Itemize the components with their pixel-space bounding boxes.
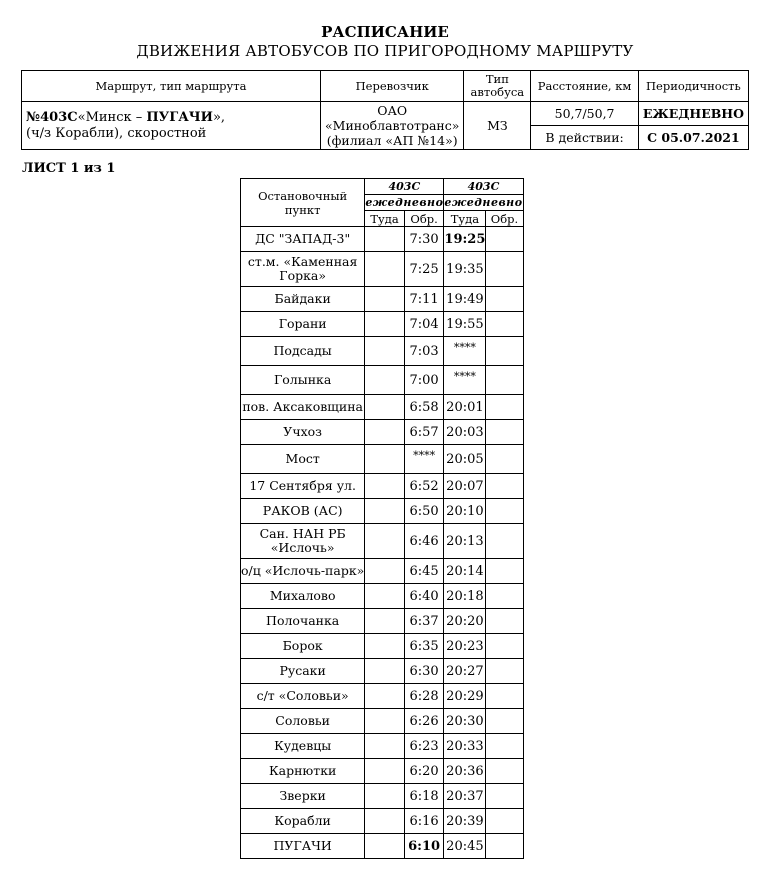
time-c2-to: 19:25 (444, 227, 486, 252)
stop-name: о/ц «Ислочь-парк» (241, 559, 365, 584)
stop-name: 17 Сентября ул. (241, 474, 365, 499)
table-row (241, 252, 524, 287)
dir-back-1: Обр. (404, 211, 444, 227)
route-info-table (21, 70, 749, 150)
time-c1-to (365, 287, 404, 312)
bus-type-cell: МЗ (464, 102, 531, 150)
table-row (241, 395, 524, 420)
table-row (241, 420, 524, 445)
periodicity-cell: ЕЖЕДНЕВНО (638, 102, 748, 126)
time-c1-back: 7:03 (404, 337, 444, 366)
time-c1-to (365, 634, 404, 659)
table-row (241, 709, 524, 734)
time-c2-back (486, 287, 523, 312)
header-bus-type: Тип автобуса (464, 71, 531, 102)
time-c1-back: 6:20 (404, 759, 444, 784)
stop-name: ПУГАЧИ (241, 834, 365, 859)
table-row (241, 366, 524, 395)
table-row (241, 474, 524, 499)
time-c2-back (486, 559, 523, 584)
stop-name: Мост (241, 445, 365, 474)
time-c1-back: 6:26 (404, 709, 444, 734)
schedule-table (240, 178, 524, 859)
dir-to-1: Туда (365, 211, 404, 227)
time-c1-back: 7:30 (404, 227, 444, 252)
time-c2-to: 20:18 (444, 584, 486, 609)
time-c1-back: 6:35 (404, 634, 444, 659)
periodicity-col-1: ежедневно (365, 195, 444, 209)
time-c1-back: 6:30 (404, 659, 444, 684)
stop-name: Байдаки (241, 287, 365, 312)
time-c1-back: 6:50 (404, 499, 444, 524)
time-c2-to: 19:49 (444, 287, 486, 312)
route-cell: №403С«Минск – ПУГАЧИ», (ч/з Корабли), скоростной (22, 102, 321, 150)
time-c1-to (365, 659, 404, 684)
stop-name: Полочанка (241, 609, 365, 634)
stop-name: Голынка (241, 366, 365, 395)
time-c2-back (486, 366, 523, 395)
stop-name: ДС "ЗАПАД-3" (241, 227, 365, 252)
dir-to-2: Туда (444, 211, 486, 227)
time-c2-to: 20:33 (444, 734, 486, 759)
time-c1-back: 6:28 (404, 684, 444, 709)
time-c2-to: **** (444, 337, 486, 366)
dir-back-2: Обр. (486, 211, 523, 227)
time-c1-to (365, 252, 404, 287)
route-from: «Минск – (77, 109, 147, 125)
time-c2-to: 20:39 (444, 809, 486, 834)
time-c1-to (365, 337, 404, 366)
time-c1-back: 6:57 (404, 420, 444, 445)
time-c1-to (365, 784, 404, 809)
time-c2-to: 20:13 (444, 524, 486, 559)
time-c2-back (486, 420, 523, 445)
periodicity-col-2: ежедневно (444, 195, 523, 209)
table-row (241, 227, 524, 252)
table-row (241, 445, 524, 474)
time-c1-back: 7:04 (404, 312, 444, 337)
time-c1-back: 6:58 (404, 395, 444, 420)
time-c1-back: 6:16 (404, 809, 444, 834)
table-row (241, 684, 524, 709)
time-c2-back (486, 734, 523, 759)
time-c1-to (365, 420, 404, 445)
table-row (241, 524, 524, 559)
time-c2-back (486, 524, 523, 559)
time-c1-back: 6:18 (404, 784, 444, 809)
stop-name: Карнютки (241, 759, 365, 784)
stop-name: Русаки (241, 659, 365, 684)
table-row (241, 312, 524, 337)
time-c1-back: **** (404, 445, 444, 474)
sheet-label: ЛИСТ 1 из 1 (22, 161, 116, 176)
time-c2-back (486, 809, 523, 834)
time-c1-back: 7:00 (404, 366, 444, 395)
time-c2-back (486, 709, 523, 734)
stop-name: РАКОВ (АС) (241, 499, 365, 524)
carrier-cell: ОАО «Миноблавтотранс» (филиал «АП №14») (321, 102, 464, 150)
time-c1-to (365, 809, 404, 834)
time-c1-to (365, 759, 404, 784)
stop-name: Михалово (241, 584, 365, 609)
stop-name: Зверки (241, 784, 365, 809)
in-effect-label: В действии: (531, 126, 638, 150)
time-c2-to: 20:45 (444, 834, 486, 859)
table-row (241, 809, 524, 834)
time-c2-to: 19:35 (444, 252, 486, 287)
table-row (241, 337, 524, 366)
route-col-2: 403С (444, 179, 523, 195)
time-c1-to (365, 474, 404, 499)
table-row (241, 834, 524, 859)
document-title: РАСПИСАНИЕ (321, 23, 449, 41)
time-c1-to (365, 684, 404, 709)
time-c2-to: 20:14 (444, 559, 486, 584)
stop-name: Корабли (241, 809, 365, 834)
stop-name: Горани (241, 312, 365, 337)
stop-header: Остановочный пункт (241, 179, 365, 227)
time-c1-to (365, 734, 404, 759)
in-effect-date: С 05.07.2021 (638, 126, 748, 150)
time-c2-to: 20:37 (444, 784, 486, 809)
time-c2-back (486, 499, 523, 524)
time-c1-back: 6:46 (404, 524, 444, 559)
table-row (241, 784, 524, 809)
time-c1-to (365, 524, 404, 559)
header-route: Маршрут, тип маршрута (22, 71, 321, 102)
header-periodicity: Периодичность (638, 71, 748, 102)
time-c2-to: **** (444, 366, 486, 395)
distance-cell: 50,7/50,7 (531, 102, 638, 126)
time-c2-back (486, 834, 523, 859)
table-row (241, 659, 524, 684)
time-c2-back (486, 584, 523, 609)
time-c1-to (365, 609, 404, 634)
route-to: ПУГАЧИ (146, 109, 213, 125)
time-c2-to: 20:30 (444, 709, 486, 734)
header-distance: Расстояние, км (531, 71, 638, 102)
time-c1-back: 6:23 (404, 734, 444, 759)
time-c2-to: 20:27 (444, 659, 486, 684)
time-c1-to (365, 312, 404, 337)
time-c2-back (486, 784, 523, 809)
table-row (241, 499, 524, 524)
route-number: №403С (26, 109, 78, 125)
time-c2-back (486, 474, 523, 499)
table-row (241, 609, 524, 634)
time-c2-to: 20:01 (444, 395, 486, 420)
table-row (241, 559, 524, 584)
time-c2-to: 20:23 (444, 634, 486, 659)
time-c1-to (365, 366, 404, 395)
time-c2-to: 20:10 (444, 499, 486, 524)
stop-name: Борок (241, 634, 365, 659)
time-c2-back (486, 337, 523, 366)
time-c2-back (486, 445, 523, 474)
time-c2-back (486, 609, 523, 634)
time-c1-to (365, 584, 404, 609)
document-subtitle: ДВИЖЕНИЯ АВТОБУСОВ ПО ПРИГОРОДНОМУ МАРШРУТУ (136, 42, 634, 60)
table-row (241, 759, 524, 784)
time-c1-to (365, 834, 404, 859)
stop-name: Кудевцы (241, 734, 365, 759)
stop-name: пов. Аксаковщина (241, 395, 365, 420)
time-c2-back (486, 252, 523, 287)
time-c2-to: 20:05 (444, 445, 486, 474)
route-via: (ч/з Корабли), скоростной (26, 125, 207, 141)
time-c2-to: 20:36 (444, 759, 486, 784)
table-row (241, 634, 524, 659)
time-c2-back (486, 312, 523, 337)
time-c2-to: 20:20 (444, 609, 486, 634)
time-c1-back: 6:10 (404, 834, 444, 859)
time-c1-back: 6:37 (404, 609, 444, 634)
time-c2-back (486, 634, 523, 659)
route-col-1: 403С (365, 179, 444, 195)
time-c1-back: 6:45 (404, 559, 444, 584)
time-c1-to (365, 499, 404, 524)
header-carrier: Перевозчик (321, 71, 464, 102)
table-row (241, 287, 524, 312)
time-c2-back (486, 659, 523, 684)
stop-name: Сан. НАН РБ «Ислочь» (241, 524, 365, 559)
time-c2-back (486, 227, 523, 252)
stop-name: с/т «Соловьи» (241, 684, 365, 709)
time-c2-to: 20:07 (444, 474, 486, 499)
time-c2-back (486, 684, 523, 709)
time-c1-to (365, 227, 404, 252)
stop-name: ст.м. «Каменная Горка» (241, 252, 365, 287)
stop-name: Учхоз (241, 420, 365, 445)
time-c2-to: 19:55 (444, 312, 486, 337)
time-c1-to (365, 559, 404, 584)
time-c1-back: 7:25 (404, 252, 444, 287)
time-c2-back (486, 759, 523, 784)
time-c1-back: 6:52 (404, 474, 444, 499)
table-row (241, 734, 524, 759)
time-c1-to (365, 445, 404, 474)
stop-name: Подсады (241, 337, 365, 366)
time-c1-back: 6:40 (404, 584, 444, 609)
time-c2-back (486, 395, 523, 420)
stop-name: Соловьи (241, 709, 365, 734)
time-c2-to: 20:03 (444, 420, 486, 445)
time-c1-to (365, 395, 404, 420)
time-c2-to: 20:29 (444, 684, 486, 709)
time-c1-back: 7:11 (404, 287, 444, 312)
table-row (241, 584, 524, 609)
time-c1-to (365, 709, 404, 734)
